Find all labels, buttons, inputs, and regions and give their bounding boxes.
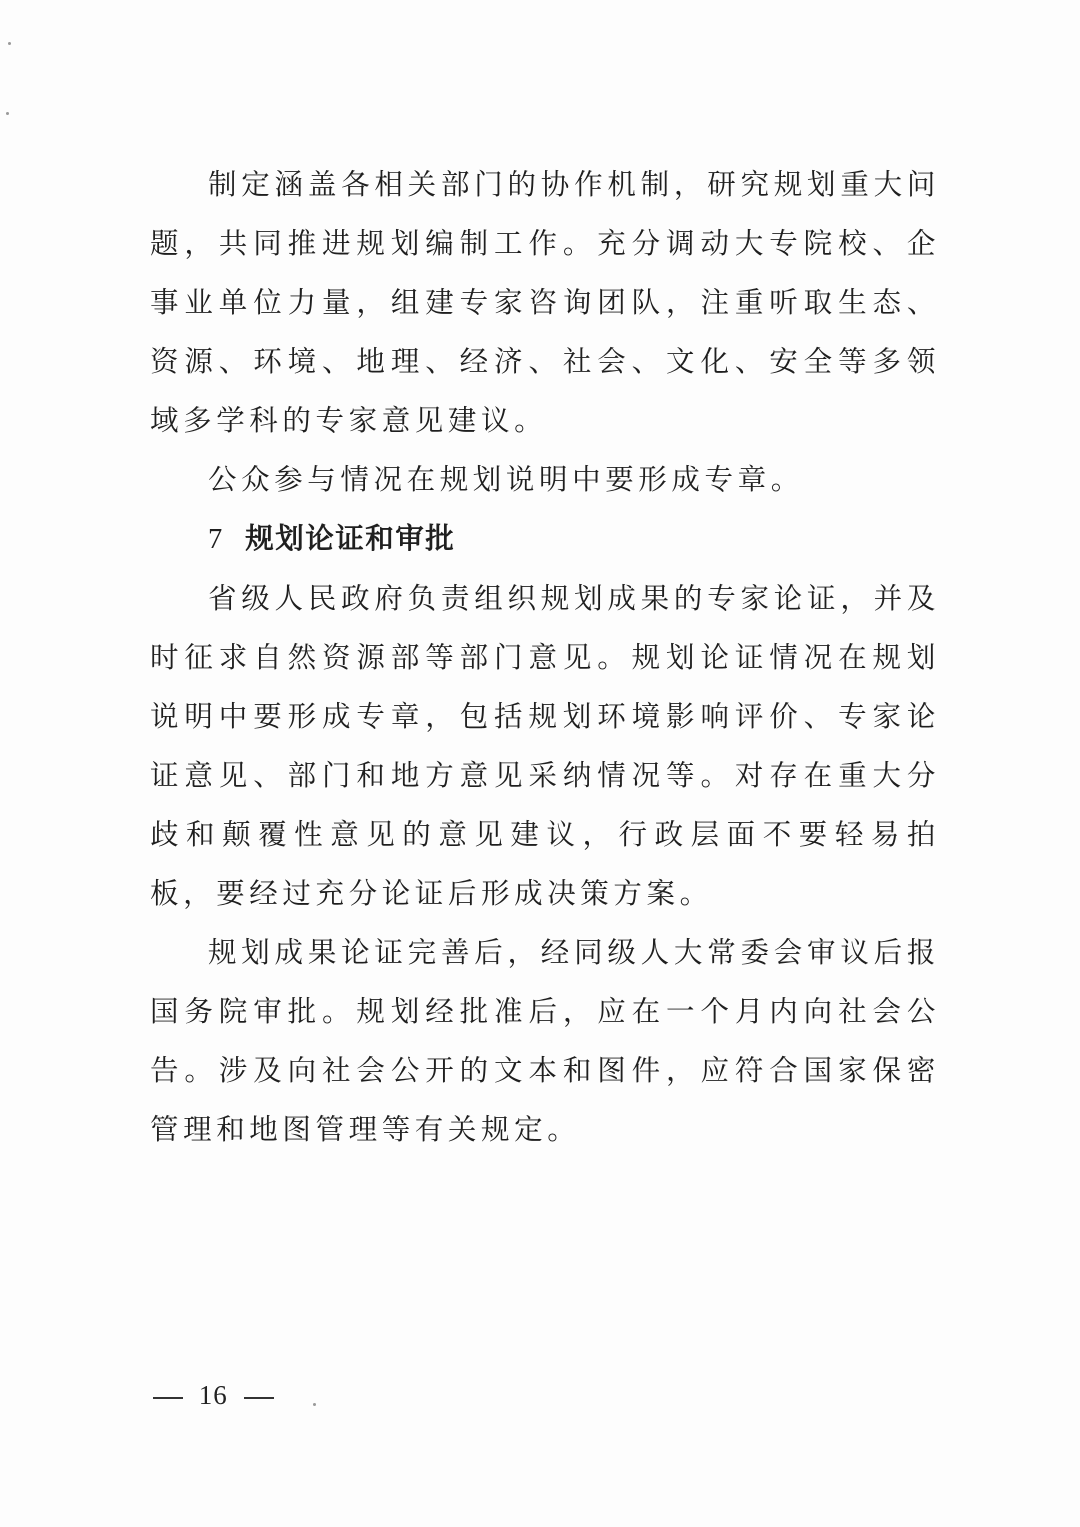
paragraph: 规划成果论证完善后，经同级人大常委会审议后报国务院审批。规划经批准后，应在一个月内向社会公告。涉及向社会公开的文本和图件，应符合国家保密管理和地图管理等有关规定。 [150, 936, 940, 1146]
section-title: 规划论证和审批 [245, 522, 456, 555]
footer-dash-left [153, 1397, 183, 1399]
body-text [150, 155, 940, 1159]
scan-mark [6, 112, 9, 115]
page-footer [145, 1380, 282, 1411]
scan-mark [313, 1403, 316, 1406]
page-number: 16 [198, 1380, 228, 1410]
footer-dash-right [244, 1397, 274, 1399]
scan-mark [8, 42, 11, 45]
paragraph: 省级人民政府负责组织规划成果的专家论证，并及时征求自然资源部等部门意见。规划论证情况在规划说明中要形成专章，包括规划环境影响评价、专家论证意见、部门和地方意见采纳情况等。对存在重大分歧和颠覆性意见的意见建议，行政层面不要轻易拍板，要经过充分论证后形成决策方案。 [150, 582, 940, 910]
section-number: 7 [208, 524, 224, 555]
section-heading [150, 509, 940, 569]
paragraph: 制定涵盖各相关部门的协作机制，研究规划重大问题，共同推进规划编制工作。充分调动大专院校、企事业单位力量，组建专家咨询团队，注重听取生态、资源、环境、地理、经济、社会、文化、安全等多领域多学科的专家意见建议。 [150, 168, 940, 437]
paragraph: 公众参与情况在规划说明中要形成专章。 [208, 463, 804, 496]
